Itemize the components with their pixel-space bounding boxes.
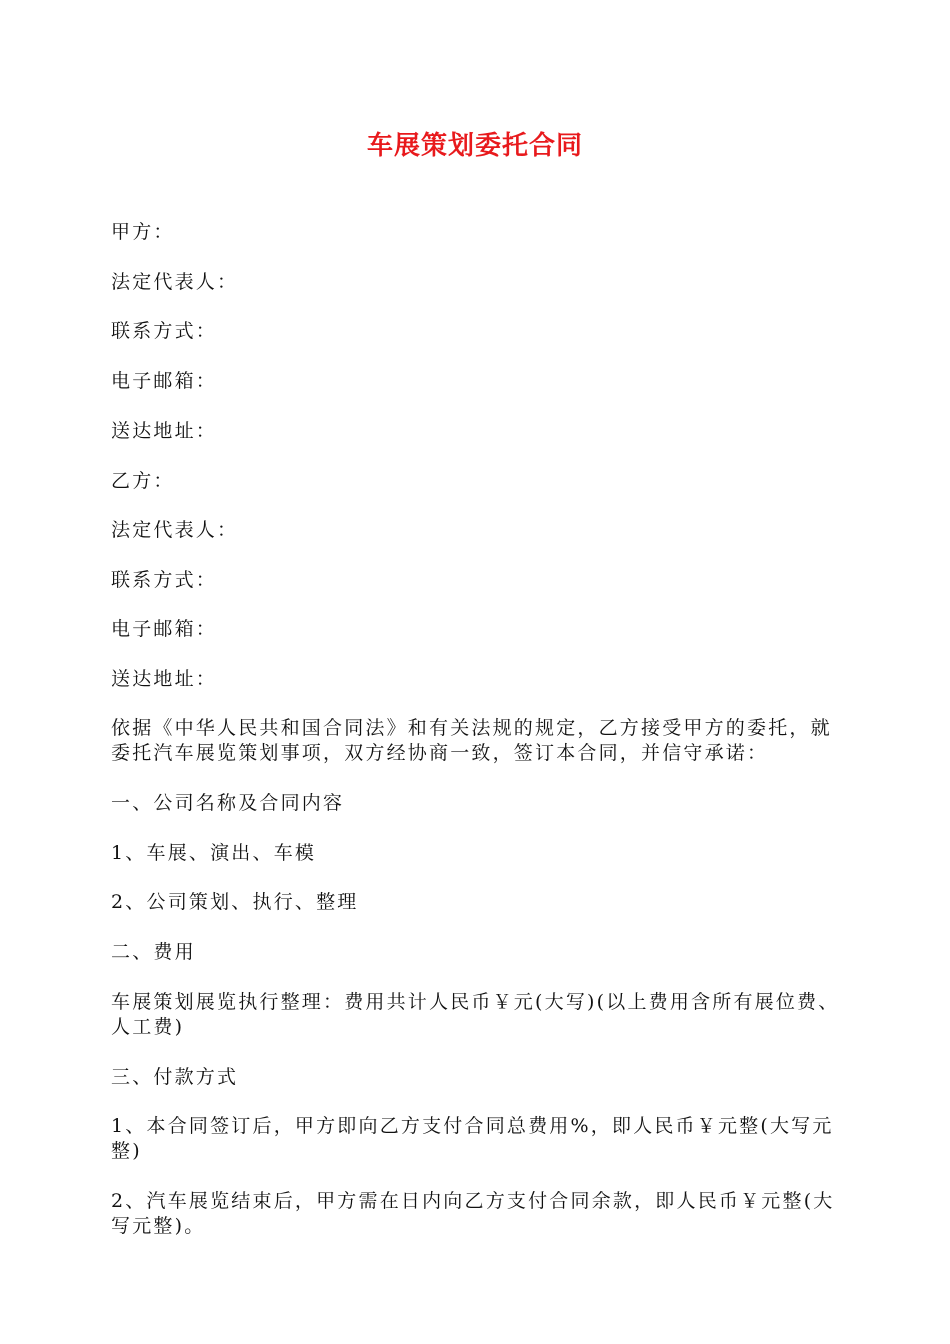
party-b-email: 电子邮箱： xyxy=(111,618,218,640)
party-a-address: 送达地址： xyxy=(111,420,218,442)
section-1-item-1: 1、车展、演出、车模 xyxy=(111,842,317,864)
section-1-heading: 一、公司名称及合同内容 xyxy=(111,792,345,814)
party-b-representative: 法定代表人： xyxy=(111,519,239,541)
party-a-contact: 联系方式： xyxy=(111,320,218,342)
party-a-label: 甲方： xyxy=(111,221,175,243)
section-2-heading: 二、费用 xyxy=(111,941,196,963)
contract-preamble: 依据《中华人民共和国合同法》和有关法规的规定，乙方接受甲方的委托，就委托汽车展览策划事项，双方经协商一致，签订本合同，并信守承诺： xyxy=(111,717,832,764)
party-a-representative: 法定代表人： xyxy=(111,271,239,293)
section-3-item-2: 2、汽车展览结束后，甲方需在日内向乙方支付合同余款，即人民币￥元整(大写元整)。 xyxy=(111,1190,835,1237)
document-title: 车展策划委托合同 xyxy=(366,131,583,161)
party-b-contact: 联系方式： xyxy=(111,569,218,591)
party-b-address: 送达地址： xyxy=(111,668,218,690)
section-2-text: 车展策划展览执行整理：费用共计人民币￥元(大写)(以上费用含所有展位费、人工费) xyxy=(111,991,840,1038)
section-3-item-1: 1、本合同签订后，甲方即向乙方支付合同总费用%，即人民币￥元整(大写元整) xyxy=(111,1115,834,1162)
section-3-heading: 三、付款方式 xyxy=(111,1066,239,1088)
party-b-label: 乙方： xyxy=(111,470,175,492)
section-1-item-2: 2、公司策划、执行、整理 xyxy=(111,891,359,913)
party-a-email: 电子邮箱： xyxy=(111,370,218,392)
